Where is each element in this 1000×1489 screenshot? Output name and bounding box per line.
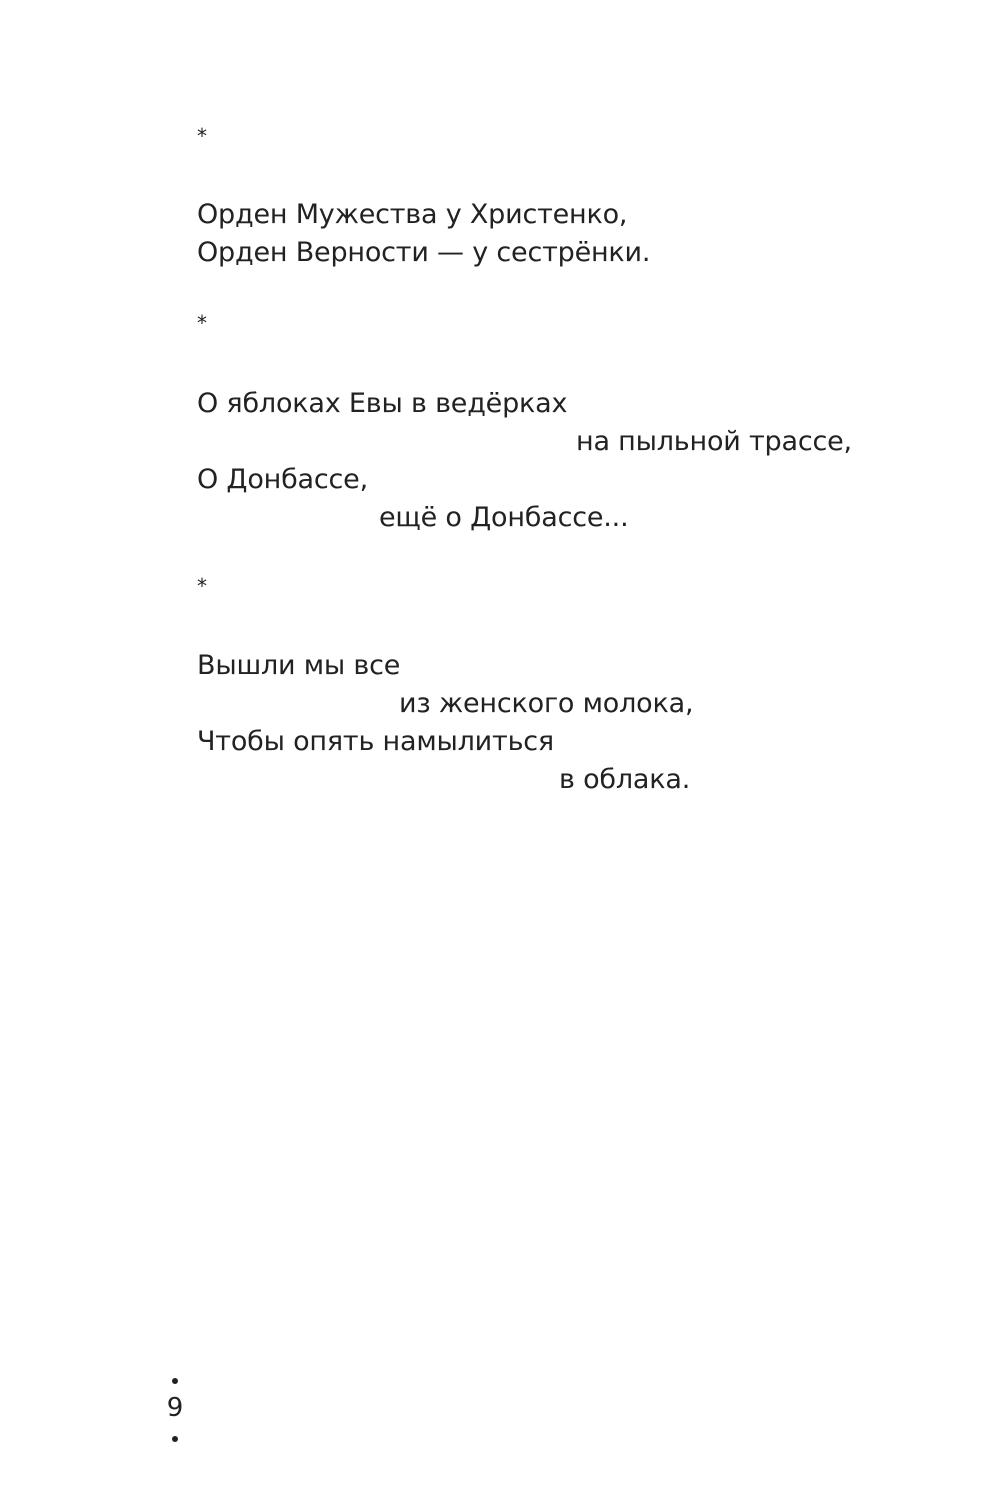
poem-line: Вышли мы все bbox=[197, 650, 401, 681]
page-number: 9 bbox=[166, 1393, 184, 1423]
stanza-separator-1: * bbox=[197, 124, 207, 148]
folio-dot-icon bbox=[172, 1436, 178, 1442]
poem-line: Орден Мужества у Христенко, bbox=[197, 199, 628, 230]
poem-line-indented: ещё о Донбассе... bbox=[379, 502, 629, 533]
folio-dot-icon bbox=[172, 1378, 178, 1384]
poem-line: Орден Верности — у сестрёнки. bbox=[197, 237, 651, 268]
poem-line-indented: из женского молока, bbox=[399, 688, 694, 719]
poem-line-indented: в облака. bbox=[559, 764, 691, 795]
stanza-separator-2: * bbox=[197, 311, 207, 335]
page-folio bbox=[165, 1378, 185, 1444]
poem-line: О Донбассе, bbox=[197, 464, 368, 495]
poem-line: О яблоках Евы в ведёрках bbox=[197, 388, 568, 419]
poem-line-indented: на пыльной трассе, bbox=[576, 426, 852, 457]
stanza-separator-3: * bbox=[197, 574, 207, 598]
poem-line: Чтобы опять намылиться bbox=[197, 726, 554, 757]
